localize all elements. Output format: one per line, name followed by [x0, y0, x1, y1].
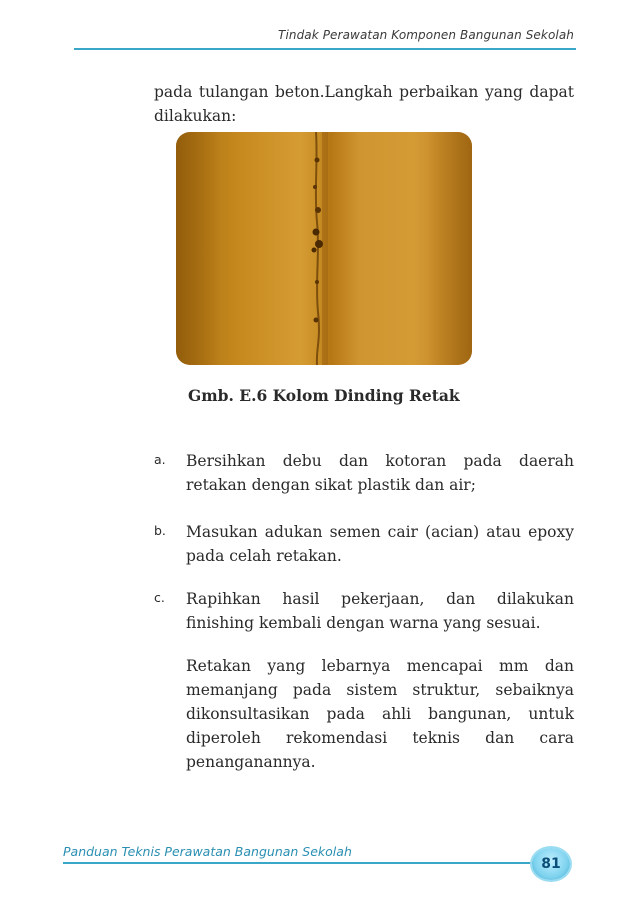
intro-paragraph: pada tulangan beton.Langkah perbaikan yang dapat dilakukan: [154, 83, 574, 125]
running-footer: Panduan Teknis Perawatan Bangunan Sekolah [63, 844, 352, 859]
list-item-text: Bersihkan debu dan kotoran pada daerah retakan dengan sikat plastik dan air; [186, 452, 574, 494]
list-marker: b. [154, 523, 166, 538]
list-marker: a. [154, 452, 166, 467]
cracked-column-photo [176, 132, 472, 365]
list-marker: c. [154, 590, 165, 605]
running-header: Tindak Perawatan Komponen Bangunan Sekolah [278, 28, 574, 42]
crack-illustration [176, 132, 472, 365]
note-paragraph: Retakan yang lebarnya mencapai mm dan memanjang pada sistem struktur, sebaiknya dikonsultasikan pada ahli bangunan, untuk diperoleh rekomendasi teknis dan cara penanganannya. [186, 657, 574, 771]
page-number-badge: 81 [532, 848, 570, 880]
list-item-text: Rapihkan hasil pekerjaan, dan dilakukan finishing kembali dengan warna yang sesuai. [186, 590, 574, 632]
figure-caption: Gmb. E.6 Kolom Dinding Retak [188, 386, 460, 405]
list-item-text: Masukan adukan semen cair (acian) atau epoxy pada celah retakan. [186, 523, 574, 565]
header-rule [74, 48, 576, 50]
footer-rule [63, 862, 533, 864]
